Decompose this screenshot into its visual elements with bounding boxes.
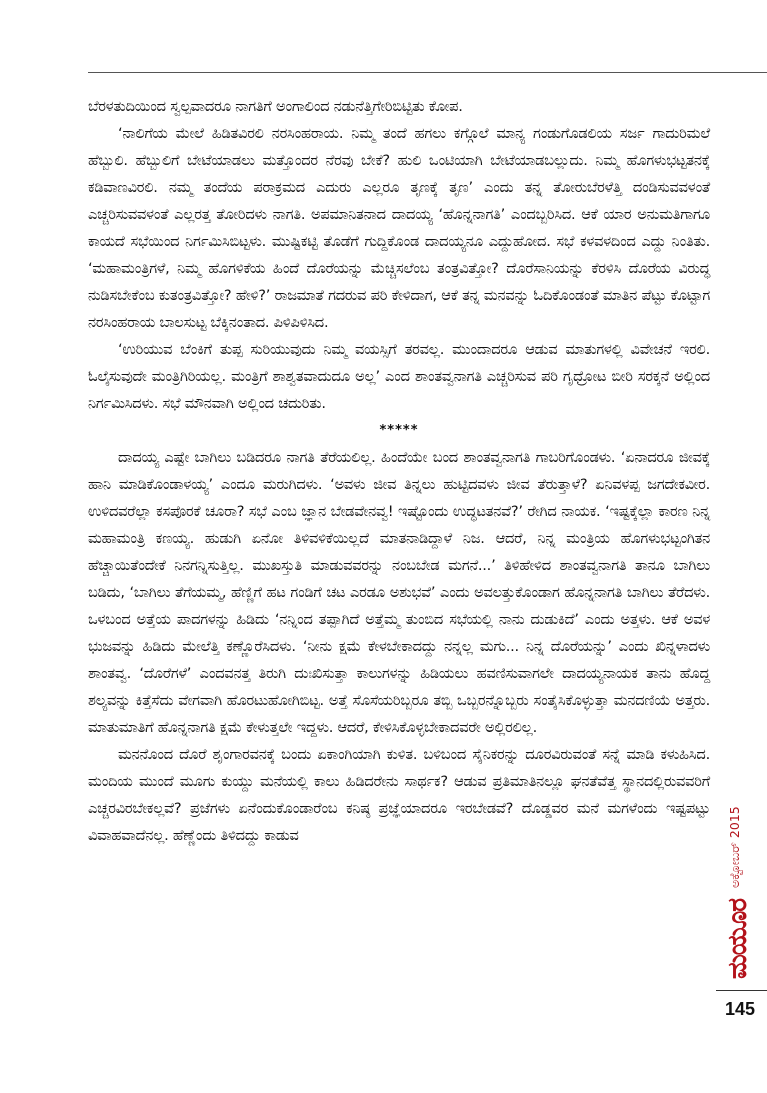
paragraph-5: ಮನನೊಂದ ದೊರೆ ಶೃಂಗಾರವನಕ್ಕೆ ಬಂದು ಏಕಾಂಗಿಯಾಗಿ ಕುಳಿತ. ಬಳಿಬಂದ ಸೈನಿಕರನ್ನು ದೂರವಿರುವಂತೆ ಸನ್ನೆ ಮಾಡಿ ಕಳುಹಿಸಿದ. ಮಂದಿಯ ಮುಂದೆ ಮೂಗು ಕುಯ್ದು ಮನೆಯಲ್ಲಿ ಕಾಲು ಹಿಡಿದರೇನು ಸಾರ್ಥಕ? ಆಡುವ ಪ್ರತಿಮಾತಿನಲ್ಲೂ ಘನತೆವೆತ್ತ ಸ್ಥಾನದಲ್ಲಿರುವವರಿಗೆ ಎಚ್ಚರವಿರಬೇಕಲ್ಲವೆ? ಪ್ರಜೆಗಳು ಏನೆಂದುಕೊಂಡಾರೆಂಬ ಕನಿಷ್ಠ ಪ್ರಜ್ಞೆಯಾದರೂ ಇರಬೇಡವೆ? ದೊಡ್ಡವರ ಮನೆ ಮಗಳೆಂದು ಇಷ್ಟಪಟ್ಟು ವಿವಾಹವಾದೆನಲ್ಲ. ಹೆಣ್ಣೆಂದು ತಿಳಿದದ್ದು ಕಾಡುವ [88,746,710,844]
top-rule [88,72,767,73]
magazine-name-logo: ಮಯೂರ [723,899,753,979]
article-body [88,93,710,849]
paragraph-4: ದಾದಯ್ಯ ಎಷ್ಟೇ ಬಾಗಿಲು ಬಡಿದರೂ ನಾಗತಿ ತೆರೆಯಲಿಲ್ಲ. ಹಿಂದೆಯೇ ಬಂದ ಶಾಂತವ್ವನಾಗತಿ ಗಾಬರಿಗೊಂಡಳು. ‘ಏನಾದರೂ ಜೀವಕ್ಕೆ ಹಾನಿ ಮಾಡಿಕೊಂಡಾಳಯ್ಯ’ ಎಂದೂ ಮರುಗಿದಳು. ‘ಅವಳು ಜೀವ ತಿನ್ನಲು ಹುಟ್ಟಿದವಳು ಜೀವ ತೆರುತ್ತಾಳೆ? ಏನಿವಳಪ್ಪ ಜಗದೇಕವೀರ. ಉಳಿದವರೆಲ್ಲಾ ಕಸಪೊರಕೆ ಚೂರಾ? ಸಭೆ ಎಂಬ ಜ್ಞಾನ ಬೇಡವೇನವ್ವ! ಇಷ್ಟೊಂದು ಉದ್ಧಟತನವೆ?’ ರೇಗಿದ ನಾಯಕ. ‘ಇಷ್ಟಕ್ಕೆಲ್ಲಾ ಕಾರಣ ನಿನ್ನ ಮಹಾಮಂತ್ರಿ ಕಣಯ್ಯ. ಹುಡುಗಿ ಏನೋ ತಿಳಿವಳಿಕೆಯಿಲ್ಲದೆ ಮಾತನಾಡಿದ್ದಾಳೆ ನಿಜ. ಆದರೆ, ನಿನ್ನ ಮಂತ್ರಿಯ ಹೊಗಳುಭಟ್ಟಂಗಿತನ ಹೆಚ್ಚಾಯಿತೆಂದೇಕೆ ನಿನಗನ್ನಿಸುತ್ತಿಲ್ಲ. ಮುಖಸ್ತುತಿ ಮಾಡುವವರನ್ನು ನಂಬಬೇಡ ಮಗನೆ...’ ತಿಳಿಹೇಳಿದ ಶಾಂತವ್ವನಾಗತಿ ತಾನೂ ಬಾಗಿಲು ಬಡಿದು, ‘ಬಾಗಿಲು ತೆಗೆಯಮ್ಮ, ಹೆಣ್ಣಿಗೆ ಹಟ ಗಂಡಿಗೆ ಚಟ ಎರಡೂ ಅಶುಭವೆ’ ಎಂದು ಅವಲತ್ತುಕೊಂಡಾಗ ಹೊನ್ನನಾಗತಿ ಬಾಗಿಲು ತೆರೆದಳು. ಒಳಬಂದ ಅತ್ತೆಯ ಪಾದಗಳನ್ನು ಹಿಡಿದು ‘ನನ್ನಿಂದ ತಪ್ಪಾಗಿದೆ ಅತ್ತೆಮ್ಮ ತುಂಬಿದ ಸಭೆಯಲ್ಲಿ ನಾನು ದುಡುಕಿದೆ’ ಎಂದು ಅತ್ತಳು. ಆಕೆ ಅವಳ ಭುಜವನ್ನು ಹಿಡಿದು ಮೇಲೆತ್ತಿ ಕಣ್ಣೊರೆಸಿದಳು. ‘ನೀನು ಕ್ಷಮೆ ಕೇಳಬೇಕಾದದ್ದು ನನ್ನಲ್ಲ ಮಗು... ನಿನ್ನ ದೊರೆಯನ್ನು’ ಎಂದು ಖಿನ್ನಳಾದಳು ಶಾಂತವ್ವ. ‘ದೊರೆಗಳೆ’ ಎಂದವನತ್ತ ತಿರುಗಿ ದುಃಖಿಸುತ್ತಾ ಕಾಲುಗಳನ್ನು ಹಿಡಿಯಲು ಹವಣಿಸುವಾಗಲೇ ದಾದಯ್ಯನಾಯಕ ತಾನು ಹೊದ್ದ ಶಲ್ಯವನ್ನು ಕಿತ್ತೆಸೆದು ವೇಗವಾಗಿ ಹೊರಟುಹೋಗಿಬಿಟ್ಟ. ಅತ್ತೆ ಸೊಸೆಯರಿಬ್ಬರೂ ತಬ್ಬಿ ಒಬ್ಬರನ್ನೊಬ್ಬರು ಸಂತೈಸಿಕೊಳ್ಳುತ್ತಾ ಮನದಣಿಯೆ ಅತ್ತರು. ಮಾತುಮಾತಿಗೆ ಹೊನ್ನನಾಗತಿ ಕ್ಷಮೆ ಕೇಳುತ್ತಲೇ ಇದ್ದಳು. ಆದರೆ, ಕೇಳಿಸಿಕೊಳ್ಳಬೇಕಾದವರೇ ಅಲ್ಲಿರಲಿಲ್ಲ. [88,449,710,736]
paragraph-3: ‘ಉರಿಯುವ ಬೆಂಕಿಗೆ ತುಪ್ಪ ಸುರಿಯುವುದು ನಿಮ್ಮ ವಯಸ್ಸಿಗೆ ತರವಲ್ಲ. ಮುಂದಾದರೂ ಆಡುವ ಮಾತುಗಳಲ್ಲಿ ವಿವೇಚನೆ ಇರಲಿ. ಓಲೈಸುವುದೇ ಮಂತ್ರಿಗಿರಿಯಲ್ಲ. ಮಂತ್ರಿಗೆ ಶಾಶ್ವತವಾದುದೂ ಅಲ್ಲ’ ಎಂದ ಶಾಂತವ್ವನಾಗತಿ ಎಚ್ಚರಿಸುವ ಪರಿ ಗೃಧ್ರೋಟ ಬೀರಿ ಸರಕ್ಕನೆ ಅಲ್ಲಿಂದ ನಿರ್ಗಮಿಸಿದಳು. ಸಭೆ ಮೌನವಾಗಿ ಅಲ್ಲಿಂದ ಚದುರಿತು. [88,341,710,412]
issue-date: ಅಕ್ಟೋಬರ್ 2015 [727,806,742,888]
section-separator: ***** [379,423,419,438]
page-number: 145 [724,999,756,1019]
footer-rule [716,990,767,991]
paragraph-1: ಬೆರಳತುದಿಯಿಂದ ಸ್ವಲ್ಪವಾದರೂ ನಾಗತಿಗೆ ಅಂಗಾಲಿಂದ ನಡುನೆತ್ತಿಗೇರಿಬಿಟ್ಟಿತು ಕೋಪ. [88,98,463,115]
paragraph-2: ‘ನಾಲಿಗೆಯ ಮೇಲೆ ಹಿಡಿತವಿರಲಿ ನರಸಿಂಹರಾಯ. ನಿಮ್ಮ ತಂದೆ ಹಗಲು ಕಗ್ಗೊಲೆ ಮಾನ್ಯ ಗಂಡುಗೊಡಲಿಯ ಸರ್ಜ ಗಾದುರಿಮಲೆ ಹೆಬ್ಬುಲಿ. ಹೆಬ್ಬುಲಿಗೆ ಬೇಟೆಯಾಡಲು ಮತ್ತೊಂದರ ನೆರವು ಬೇಕೆ? ಹುಲಿ ಒಂಟಿಯಾಗಿ ಬೇಟೆಯಾಡಬಲ್ಲುದು. ನಿಮ್ಮ ಹೊಗಳುಭಟ್ಟತನಕ್ಕೆ ಕಡಿವಾಣವಿರಲಿ. ನಮ್ಮ ತಂದೆಯ ಪರಾಕ್ರಮದ ಎದುರು ಎಲ್ಲರೂ ತೃಣಕ್ಕೆ ತೃಣ’ ಎಂದು ತನ್ನ ತೋರುಬೆರಳೆತ್ತಿ ದಂಡಿಸುವವಳಂತೆ ಎಚ್ಚರಿಸುವವಳಂತೆ ಎಲ್ಲರತ್ತ ತೋರಿದಳು ನಾಗತಿ. ಅಪಮಾನಿತನಾದ ದಾದಯ್ಯ ‘ಹೊನ್ನನಾಗತಿ’ ಎಂದಬ್ಬರಿಸಿದ. ಆಕೆ ಯಾರ ಅನುಮತಿಗಾಗೂ ಕಾಯದೆ ಸಭೆಯಿಂದ ನಿರ್ಗಮಿಸಿಬಿಟ್ಟಳು. ಮುಷ್ಟಿಕಟ್ಟಿ ತೊಡೆಗೆ ಗುದ್ದಿಕೊಂಡ ದಾದಯ್ಯನೂ ಎದ್ದುಹೋದ. ಸಭೆ ಕಳವಳದಿಂದ ಎದ್ದು ನಿಂತಿತು. ‘ಮಹಾಮಂತ್ರಿಗಳೆ, ನಿಮ್ಮ ಹೊಗಳಿಕೆಯ ಹಿಂದೆ ದೊರೆಯನ್ನು ಮೆಚ್ಚಿಸಲೆಂಬ ತಂತ್ರವಿತ್ತೋ? ದೊರೆಸಾನಿಯನ್ನು ಕೆರಳಿಸಿ ದೊರೆಯ ವಿರುದ್ಧ ನುಡಿಸಬೇಕೆಂಬ ಕುತಂತ್ರವಿತ್ತೋ? ಹೇಳಿ?’ ರಾಜಮಾತೆ ಗದರುವ ಪರಿ ಕೇಳಿದಾಗ, ಆಕೆ ತನ್ನ ಮನವನ್ನು ಓದಿಕೊಂಡಂತೆ ಮಾತಿನ ಪೆಟ್ಟು ಕೊಟ್ಟಾಗ ನರಸಿಂಹರಾಯ ಬಾಲಸುಟ್ಟ ಬೆಕ್ಕಿನಂತಾದ. ಪಿಳಿಪಿಳಿಸಿದ. [88,125,710,331]
